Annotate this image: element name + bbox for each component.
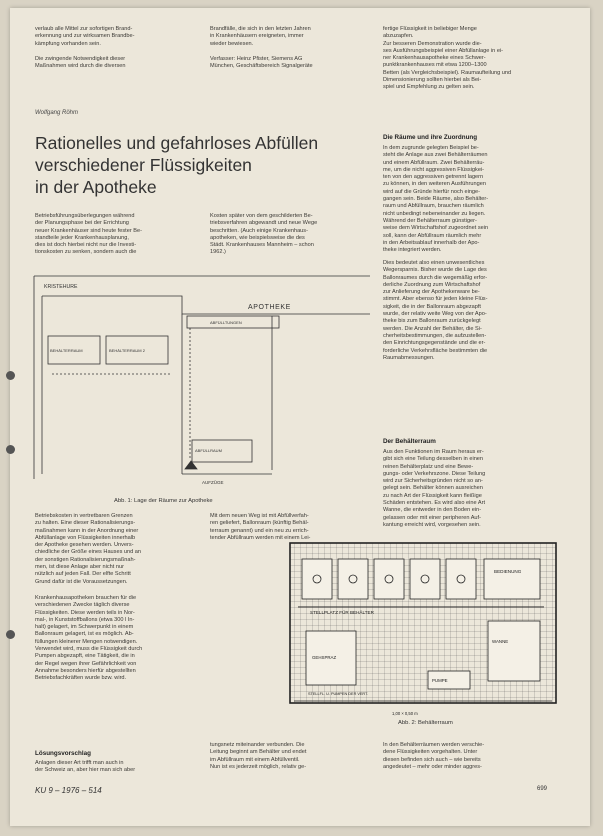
figure-1-caption: Abb. 1: Lage der Räume zur Apotheke <box>114 498 213 504</box>
fig2-label-gehspraz: GEHSPRAZ <box>312 655 337 660</box>
section-heading-container-room: Der Behälterraum <box>383 438 436 445</box>
fig2-label-stellplatz: STELLPLATZ FÜR BEHÄLTER <box>310 610 374 615</box>
fig2-label-dimension: 1,00 × 0,50 m <box>392 711 418 716</box>
top-left-text-1: verlaub alle Mittel zur sofortigen Brand- erkennung und zur wirksamen Brandbe- kämpfung vorhanden sein. <box>35 26 135 47</box>
right-column-paragraph-2: Dies bedeutet also einen unwesentliches Wegersparnis. Bisher wurde die Lage des Ballonraumes durch die wegemäßig erfor- derliche Zuordnung zum Wirtschaftshof zur Anlieferung der Apothekenware be- stimmt. Aber ebenso für jeden kleine Flüs- sigkeit, die in der Ballonraum abgezapft wurde, der relativ weite Weg von der Apo- theke bis zum Ballonraum zurückgelegt werden. Die Anzahl der Behälter, die Si- cherheitsbestimmungen, die aufzustellen- den Einrichtungsgegenstände und die er- forderliche Verkehrsfläche bestimmten die Raumabmessungen. <box>383 260 488 361</box>
figure-2-caption: Abb. 2: Behälterraum <box>398 720 453 726</box>
bottom-right-paragraph: In den Behälterräumen werden verschie- dene Flüssigkeiten vorgehalten. Unter diesen befinden sich auch – wie bereits angedeutet – mehr oder minder aggres- <box>383 742 485 770</box>
page-number: 699 <box>537 786 548 792</box>
binding-hole <box>6 445 15 454</box>
fig2-label-pumpe: PUMPE <box>432 678 448 683</box>
top-mid-text-1: Brandfälle, die sich in den letzten Jahren in Krankenhäusern ereigneten, immer wieder bewiesen. <box>210 26 311 47</box>
fig1-label-room-a: BEHÄLTERRAUM <box>50 348 83 353</box>
lower-left-paragraph-1: Betriebskosten in vertretbaren Grenzen zu halten. Eine dieser Rationalisierungs- maßnahmen kann in der Anordnung einer Abfüllanlage von Flüssigkeiten innerhalb der Apotheke gesehen werden. Unvers- chiedliche der Größe eines Hauses und an der sonstigen Rationalisierungsmaßnah- men, ist diese Anlage aber nicht nur nützlich auf jeden Fall. Der elfte Schritt Grund dafür ist die Voraussetzungen. <box>35 513 142 585</box>
fig1-label-room-d: ABFÜLLRAUM <box>195 448 222 453</box>
fig1-label-room-c: ABFÜLLTUNGEN <box>210 320 242 325</box>
lower-left-paragraph-3: Anlagen dieser Art trifft man auch in der Schweiz an, aber hier man sich aber <box>35 760 136 774</box>
figure-1-floor-plan <box>32 274 372 492</box>
section-heading-rooms: Die Räume und ihre Zuordnung <box>383 134 478 141</box>
top-left-text-2: Die zwingende Notwendigkeit dieser Maßnahmen wird durch die diversen <box>35 56 126 70</box>
journal-page <box>10 8 590 826</box>
binding-hole <box>6 371 15 380</box>
fig2-label-wanne: WANNE <box>492 639 509 644</box>
right-column-paragraph-1: In dem zugrunde gelegten Beispiel be- steht die Anlage aus zwei Behälterräumen und einem Abfüllraum. Zwei Behälterräu- me, um die nicht aggressiven Flüssigkei- ten von den aggressiven getrennt lagern zu können, in den weiteren Ausführungen wird auf die Gründe hierfür noch einge- gangen sein. Beide Räume, also Behälter- raum und Abfüllraum, brauchen räumlich nicht unbedingt nebeneinander zu liegen. Während der Behälterraum günstiger- weise dem Wirtschaftshof zugeordnet sein soll, kann der Abfüllraum räumlich mehr in den Arbeitsablauf innerhalb der Apo- theke integriert werden. <box>383 145 489 254</box>
lower-mid-paragraph-1: Mit dem neuen Weg ist mit Abfüllverfah- ren geliefert, Ballonraum (künftig Behäl- terraum genannt) und ein neu zu errich- tender Abfüllraum werden mit einem Lei- <box>210 513 311 541</box>
fig1-label-top: KRISTEHURE <box>44 284 78 290</box>
right-column-paragraph-3: Aus den Funktionen im Raum heraus er- gibt sich eine Teilung desselben in einen reinen Behälterplatz und eine Bewe- gungs- oder Verkehrszone. Diese Teilung wird zur Sicherheitsgründen nicht so an- gelegt sein. Behälter können ausreichen zu nach Art der Flüssigkeit kann fleißige Schäden entstehen. Es wird also eine Art Wanne, die entweder in den Boden ein- gelassen oder mit einer peripheren Auf- kantung erreicht wird, vorgesehen sein. <box>383 449 486 528</box>
top-right-text: fertige Flüssigkeit in beliebiger Menge abzuzapfen. Zur besseren Demonstration wurde die- ses Ausführungsbeispiel einer Abfüllanlage in ei- ner Krankenhausapotheke eines Schwer- punktkrankenhauses mit etwa 1200–1300 Betten (als Vergleichsbeispiel). Raumaufteilung und Dimensionierung sollten hierbei als Bei- spiel und Empfehlung zu gelten sein. <box>383 26 512 91</box>
intro-mid-text: Kosten später von dem geschilderten Be- triebsverfahren abgewandt und neue Wege beschritten. (Auch einige Krankenhaus- apotheken, wie beispielsweise die des Städt. Krankenhauses Mannheim – schon 1962.) <box>210 213 318 256</box>
binding-hole <box>6 630 15 639</box>
figure-2-container-room-plan <box>288 541 558 719</box>
author-name: Wolfgang Röhm <box>35 110 79 116</box>
fig2-label-note: STELLFL. U. PUMPEN DER VERT. <box>308 692 369 696</box>
intro-left-text: Betriebsführungsüberlegungen während der Planungsphase bei der Errichtung neuer Krankenhäuser sind heute fester Be- standteile jeder Krankenhausplanung, dies ist doch hierbei nicht nur die Investi- tionskosten zu senken, sondern auch die <box>35 213 142 256</box>
fig1-label-lift: AUFZÜGE <box>202 480 224 485</box>
fig2-label-bedienung: BEDIENUNG <box>494 569 522 574</box>
article-title: Rationelles und gefahrloses Abfüllen verschiedener Flüssigkeiten in der Apotheke <box>35 133 319 197</box>
fig1-label-room-b: BEHÄLTERRAUM 2 <box>109 348 145 353</box>
fig1-label-apotheke: APOTHEKE <box>248 304 291 311</box>
lower-left-paragraph-2: Krankenhausapotheken brauchen für die verschiedenen Zwecke täglich diverse Flüssigkeiten. Diese werden teils in Nor- mal-, in Kunststoffballons (etwa 300 l In- halt) gelagert, im Schwerpunkt in einem Ballonraum gelagert, ist es möglich. Ab- füllungen kleinerer Mengen notwendigen. Verwendet wird, muss die Flüssigkeit durch Pumpen abgezapft, eine Tätigkeit, die in der Regel wegen ihrer Gefährlichkeit von Annahme besonders hierfür abgestellten Betriebsfachkräften wurde bzw. wird. <box>35 595 143 682</box>
section-heading-solution: Lösungsvorschlag <box>35 750 91 757</box>
lower-mid-paragraph-2: tungsnetz miteinander verbunden. Die Leitung beginnt am Behälter und endet im Abfüllraum mit einem Abfüllventil. Nun ist es jederzeit möglich, relativ ge- <box>210 742 307 770</box>
journal-folio: KU 9 – 1976 – 514 <box>35 786 102 795</box>
top-mid-text-2: Verfasser: Heinz Pfister, Siemens AG München, Geschäftsbereich Signalgeräte <box>210 56 313 70</box>
